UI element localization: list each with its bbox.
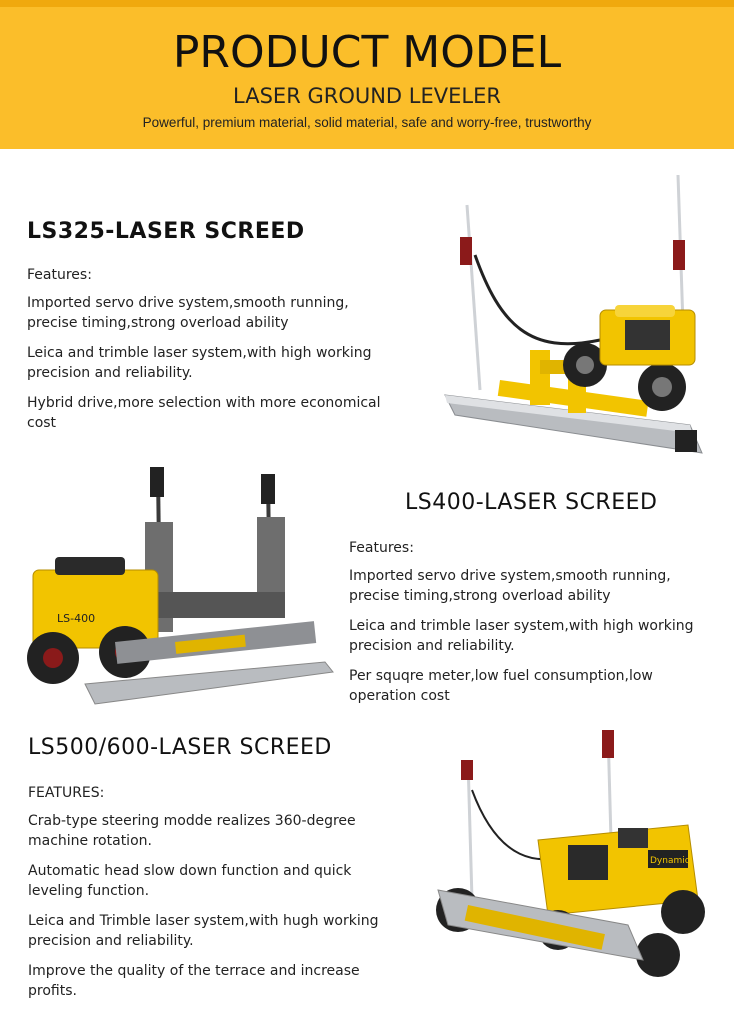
ls400-badge: LS-400: [57, 612, 96, 625]
features-ls500-600: [28, 783, 418, 1011]
page-subtitle: LASER GROUND LEVELER: [233, 84, 501, 108]
top-accent-line: [0, 0, 734, 7]
feature-item: Leica and Trimble laser system,with hugh working precision and reliability.: [28, 913, 379, 949]
feature-item: Leica and trimble laser system,with high working precision and reliability.: [349, 618, 694, 654]
feature-item: Leica and trimble laser system,with high working precision and reliability.: [27, 345, 372, 381]
page-title: PRODUCT MODEL: [172, 27, 562, 78]
feature-item: Imported servo drive system,smooth running, precise timing,strong overload ability: [27, 295, 349, 331]
tagline: Powerful, premium material, solid material, safe and worry-free, trustworthy: [142, 115, 592, 130]
feature-item: Automatic head slow down function and quick leveling function.: [28, 863, 352, 899]
model-title-ls400: LS400-LASER SCREED: [405, 490, 658, 515]
ls500-machine-photo: [428, 700, 718, 990]
ls500-badge: Dynamic: [650, 856, 690, 866]
features-label: Features:: [349, 540, 414, 556]
features-ls325: [27, 265, 417, 443]
ls325-machine-photo: [440, 175, 720, 465]
features-label: FEATURES:: [28, 785, 105, 801]
header-banner: [0, 7, 734, 149]
feature-item: Hybrid drive,more selection with more economical cost: [27, 395, 381, 431]
feature-item: Crab-type steering modde realizes 360-degree machine rotation.: [28, 813, 356, 849]
model-title-ls500-600: LS500/600-LASER SCREED: [28, 735, 332, 760]
feature-item: Per squqre meter,low fuel consumption,low operation cost: [349, 668, 653, 704]
ls400-machine-photo: [25, 462, 337, 717]
feature-item: Improve the quality of the terrace and increase profits.: [28, 963, 360, 999]
feature-item: Imported servo drive system,smooth running, precise timing,strong overload ability: [349, 568, 671, 604]
features-ls400: [349, 538, 729, 716]
features-label: Features:: [27, 267, 92, 283]
model-title-ls325: LS325-LASER SCREED: [27, 219, 305, 244]
